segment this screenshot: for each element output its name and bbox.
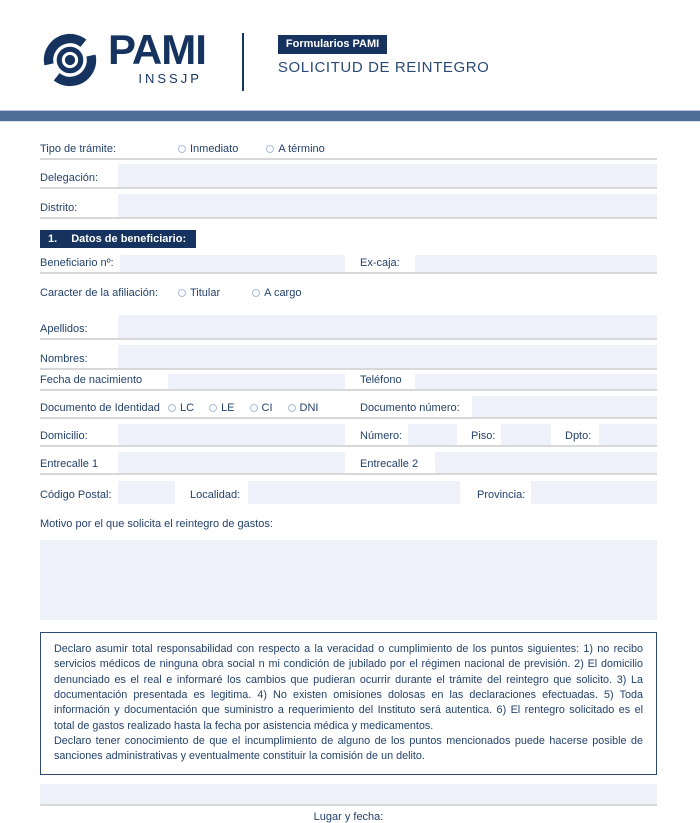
radio-le[interactable] <box>209 402 234 417</box>
radio-icon[interactable] <box>252 289 260 297</box>
fecha-nacimiento-input[interactable] <box>168 374 345 389</box>
radio-a-termino-label: A término <box>278 143 325 155</box>
documento-numero-input[interactable] <box>472 396 657 417</box>
radio-titular-label: Titular <box>190 287 221 299</box>
delegacion-label: Delegación: <box>40 172 99 184</box>
telefono-label: Teléfono <box>360 374 402 386</box>
row-domicilio <box>40 423 657 447</box>
radio-inmediato[interactable] <box>178 143 238 158</box>
excaja-input[interactable] <box>415 255 657 272</box>
radio-le-label: LE <box>221 402 235 414</box>
radio-lc-label: LC <box>180 402 195 414</box>
row-fecha-telefono <box>40 373 657 391</box>
tipo-tramite-label: Tipo de trámite: <box>40 143 117 155</box>
entrecalle2-input[interactable] <box>435 452 657 473</box>
numero-input[interactable] <box>408 424 457 445</box>
distrito-label: Distrito: <box>40 202 78 214</box>
apellidos-input[interactable] <box>118 315 657 338</box>
motivo-textarea[interactable] <box>40 540 657 620</box>
provincia-input[interactable] <box>531 481 657 504</box>
radio-ci-label: CI <box>261 402 273 414</box>
radio-icon[interactable] <box>178 145 186 153</box>
radio-titular[interactable] <box>178 287 220 302</box>
numero-label: Número: <box>360 430 403 442</box>
radio-icon[interactable] <box>288 404 296 412</box>
radio-lc[interactable] <box>168 402 194 417</box>
row-documento <box>40 395 657 419</box>
radio-ci[interactable] <box>250 402 273 417</box>
nombres-input[interactable] <box>118 345 657 368</box>
formularios-badge: Formularios PAMI <box>278 35 387 54</box>
section-title: Datos de beneficiario: <box>71 232 187 245</box>
declaration-paragraph-2: Declaro tener conocimiento de que el incumplimiento de alguno de los puntos mencionados puede hacerse posible de sanciones administrativas y eventualmente constituir la comisión de un delito. <box>54 734 643 763</box>
codigo-postal-input[interactable] <box>118 481 175 504</box>
piso-label: Piso: <box>471 430 496 442</box>
codigo-postal-label: Código Postal: <box>40 489 112 501</box>
row-apellidos <box>40 314 657 340</box>
row-distrito <box>40 193 657 219</box>
nombres-label: Nombres: <box>40 353 88 365</box>
header-accent-bar <box>0 110 700 122</box>
radio-a-cargo-label: A cargo <box>264 287 302 299</box>
localidad-input[interactable] <box>248 481 460 504</box>
lugar-fecha-label: Lugar y fecha: <box>313 810 384 823</box>
caracter-label: Caracter de la afiliación: <box>40 287 159 299</box>
apellidos-label: Apellidos: <box>40 323 88 335</box>
radio-icon[interactable] <box>250 404 258 412</box>
documento-identidad-label: Documento de Identidad <box>40 402 160 414</box>
row-codigo-postal <box>40 480 657 504</box>
entrecalle1-label: Entrecalle 1 <box>40 458 99 470</box>
logo-word: PAMI <box>108 26 206 73</box>
lugar-fecha-input[interactable] <box>40 784 657 806</box>
delegacion-input[interactable] <box>118 164 657 187</box>
radio-dni-label: DNI <box>299 402 319 414</box>
entrecalle2-label: Entrecalle 2 <box>360 458 419 470</box>
pami-logo-icon <box>42 32 98 88</box>
logo-subtitle: INSSJP <box>138 71 202 86</box>
domicilio-label: Domicilio: <box>40 430 88 442</box>
radio-icon[interactable] <box>209 404 217 412</box>
provincia-label: Provincia: <box>477 489 526 501</box>
beneficiario-label: Beneficiario nº: <box>40 257 114 269</box>
dpto-input[interactable] <box>599 424 657 445</box>
excaja-label: Ex-caja: <box>360 257 400 269</box>
radio-icon[interactable] <box>266 145 274 153</box>
radio-a-termino[interactable] <box>266 143 324 158</box>
radio-a-cargo[interactable] <box>252 287 301 302</box>
localidad-label: Localidad: <box>190 489 241 501</box>
telefono-input[interactable] <box>415 374 657 389</box>
row-nombres <box>40 344 657 370</box>
distrito-input[interactable] <box>118 194 657 217</box>
domicilio-input[interactable] <box>118 424 345 445</box>
row-beneficiario <box>40 254 657 274</box>
motivo-label: Motivo por el que solicita el reintegro de gastos: <box>40 518 273 530</box>
pami-logo <box>42 26 206 88</box>
radio-icon[interactable] <box>178 289 186 297</box>
row-delegacion <box>40 163 657 189</box>
piso-input[interactable] <box>501 424 551 445</box>
row-caracter-afiliacion <box>40 282 657 302</box>
form <box>40 136 657 823</box>
header <box>0 0 700 110</box>
radio-dni[interactable] <box>288 402 319 417</box>
radio-icon[interactable] <box>168 404 176 412</box>
documento-numero-label: Documento número: <box>360 402 460 414</box>
declaration-box <box>40 632 657 775</box>
page-title: SOLICITUD DE REINTEGRO <box>277 59 490 76</box>
row-entrecalles <box>40 451 657 475</box>
section-number: 1. <box>48 232 58 245</box>
declaration-paragraph-1: Declaro asumir total responsabilidad con respecto a la veracidad o cumplimiento de los puntos siguientes: 1) no recibo servicios médicos de ninguna obra social n mi condición de jubilado por el régimen nacional de previsión. 2) El domicilio denunciado es el real e informaré los cambios que pudieran ocurrir durante el trámite del reintegro que solicito. 3) La documentación presentada es legitima. 4) No existen omisiones dolosas en las declaraciones efectuadas. 5) Toda información y documentación que suministro a requerimiento del Instituto será autentica. 6) El rentegro solicitado es el total de gastos realizado hasta la fecha por asistencia médica y medicamentos. <box>54 643 643 732</box>
entrecalle1-input[interactable] <box>118 452 345 473</box>
beneficiario-input[interactable] <box>120 255 345 272</box>
radio-inmediato-label: Inmediato <box>190 143 239 155</box>
header-divider <box>242 33 244 91</box>
fecha-nacimiento-label: Fecha de nacimiento <box>40 374 143 386</box>
dpto-label: Dpto: <box>565 430 592 442</box>
section-datos-beneficiario <box>40 230 196 248</box>
row-tipo-tramite <box>40 136 657 160</box>
